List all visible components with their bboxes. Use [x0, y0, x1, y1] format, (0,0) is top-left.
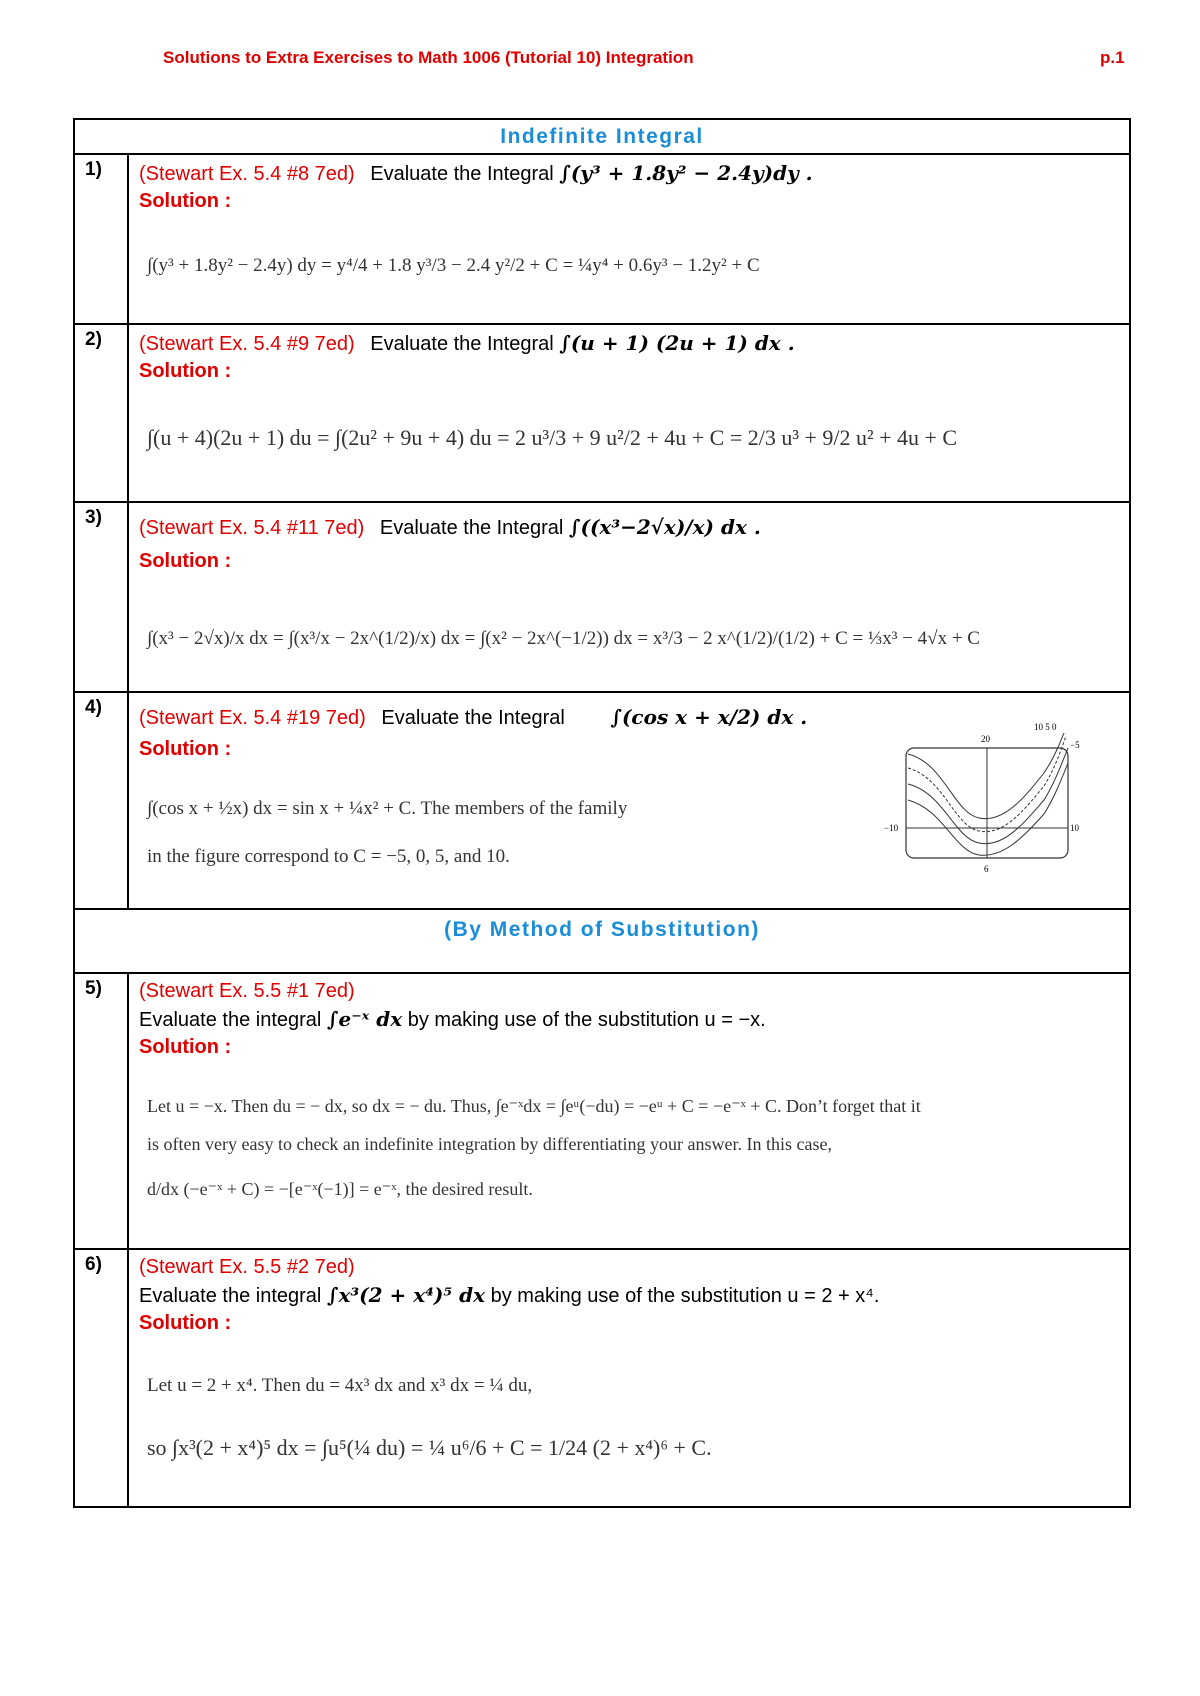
problem-prompt-2: by making use of the substitution u = 2 + x⁴. [490, 1285, 880, 1307]
question-ref-line [139, 980, 1129, 1003]
section-row-substitution [74, 909, 1130, 973]
problem-body-1 [128, 154, 1130, 324]
solution-line-2: so ∫x³(2 + x⁴)⁵ dx = ∫u⁵(¼ du) = ¼ u⁶/6 + C = 1/24 (2 + x⁴)⁶ + C. [147, 1435, 712, 1460]
question-line [139, 161, 1129, 186]
solution-line-2: is often very easy to check an indefinite integration by differentiating your answer. In this case, [147, 1134, 832, 1154]
problem-number: 2) [74, 324, 128, 502]
question-ref-line [139, 1256, 1129, 1279]
graph-label-curves: 10 5 0 [1034, 722, 1057, 732]
problem-reference: (Stewart Ex. 5.5 #2 7ed) [139, 1256, 355, 1278]
problem-number: 6) [74, 1249, 128, 1507]
problem-body-3 [128, 502, 1130, 692]
section-title-indefinite: Indefinite Integral [74, 119, 1130, 154]
answer-line: ∫(y³ + 1.8y² − 2.4y) dy = y⁴/4 + 1.8 y³/3 − 2.4 y²/2 + C = ¼y⁴ + 0.6y³ − 1.2y² + C [147, 255, 760, 276]
section-title-substitution: (By Method of Substitution) [74, 909, 1130, 973]
solution-line-1: Let u = −x. Then du = − dx, so dx = − du. Thus, ∫e⁻ˣdx = ∫eᵘ(−du) = −eᵘ + C = −e⁻ˣ + C. Don’t forget that it [147, 1096, 921, 1116]
page-header-title: Solutions to Extra Exercises to Math 1006 (Tutorial 10) Integration [163, 48, 694, 67]
problem-row-5 [74, 973, 1130, 1249]
problem-row-6 [74, 1249, 1130, 1507]
problem-prompt: Evaluate the Integral [370, 163, 554, 185]
problem-prompt: Evaluate the integral [139, 1009, 322, 1031]
problem-prompt: Evaluate the Integral [370, 333, 554, 355]
question-line [139, 1007, 1129, 1032]
problem-expression: ∫e⁻ˣ dx [326, 1007, 403, 1031]
solution-label: Solution : [139, 1312, 232, 1334]
section-row-indefinite [74, 119, 1130, 154]
problem-prompt: Evaluate the integral [139, 1285, 322, 1307]
solution-label: Solution : [139, 550, 232, 572]
question-line [139, 331, 1129, 356]
graph-label-extra: −5 [1070, 740, 1080, 750]
problem-reference: (Stewart Ex. 5.4 #11 7ed) [139, 517, 365, 539]
question-line [139, 1283, 1129, 1308]
family-of-curves-graph [884, 718, 1084, 878]
problem-reference: (Stewart Ex. 5.4 #9 7ed) [139, 333, 355, 355]
answer-line: in the figure correspond to C = −5, 0, 5, and 10. [147, 846, 510, 867]
problem-reference: (Stewart Ex. 5.5 #1 7ed) [139, 980, 355, 1002]
solution-line-3: d/dx (−e⁻ˣ + C) = −[e⁻ˣ(−1)] = e⁻ˣ, the desired result. [147, 1179, 533, 1199]
problem-body-2 [128, 324, 1130, 502]
answer-line: ∫(x³ − 2√x)/x dx = ∫(x³/x − 2x^(1/2)/x) dx = ∫(x² − 2x^(−1/2)) dx = x³/3 − 2 x^(1/2)/(1/2) + C = ⅓x³ − 4√x + C [147, 628, 980, 649]
solution-label: Solution : [139, 190, 232, 212]
problem-number: 1) [74, 154, 128, 324]
curve-c-10 [908, 763, 1068, 855]
problem-row-3 [74, 502, 1130, 692]
answer-line: ∫(u + 4)(2u + 1) du = ∫(2u² + 9u + 4) du = 2 u³/3 + 9 u²/2 + 4u + C = 2/3 u³ + 9/2 u² + 4u + C [147, 425, 958, 450]
problem-prompt: Evaluate the Integral [381, 707, 565, 729]
problem-row-1 [74, 154, 1130, 324]
solution-label: Solution : [139, 738, 232, 760]
solution-line-1: Let u = 2 + x⁴. Then du = 4x³ dx and x³ dx = ¼ du, [147, 1375, 533, 1396]
graph-label-right: 10 [1070, 823, 1079, 833]
graph-label-bottom: 6 [984, 864, 989, 874]
problem-number: 5) [74, 973, 128, 1249]
problem-number: 3) [74, 502, 128, 692]
curve-c-minus-5 [908, 733, 1064, 819]
problem-body-4 [128, 692, 1130, 909]
problem-row-4 [74, 692, 1130, 909]
question-line [139, 515, 1129, 540]
graph-label-left: −10 [884, 823, 899, 833]
solution-label: Solution : [139, 360, 232, 382]
problem-expression: ∫((x³−2√x)/x) dx . [568, 515, 761, 539]
problem-expression: ∫(u + 1) (2u + 1) dx . [559, 331, 795, 355]
problem-body-6 [128, 1249, 1130, 1507]
curve-c-5 [908, 748, 1068, 844]
problem-expression: ∫(y³ + 1.8y² − 2.4y)dy . [559, 161, 813, 185]
page-number: p.1 [1100, 48, 1125, 67]
problem-reference: (Stewart Ex. 5.4 #8 7ed) [139, 163, 355, 185]
solution-label: Solution : [139, 1036, 232, 1058]
problem-expression: ∫x³(2 + x⁴)⁵ dx [326, 1283, 486, 1307]
graph-label-top: 20 [981, 734, 990, 744]
problem-row-2 [74, 324, 1130, 502]
problem-expression: ∫(cos x + x/2) dx . [610, 705, 808, 729]
problem-number: 4) [74, 692, 128, 909]
answer-line: ∫(cos x + ½x) dx = sin x + ¼x² + C. The members of the family [147, 798, 628, 819]
problem-body-5 [128, 973, 1130, 1249]
problem-prompt-2: by making use of the substitution u = −x. [407, 1009, 766, 1031]
solutions-table [73, 118, 1131, 1508]
problem-prompt: Evaluate the Integral [379, 517, 564, 539]
problem-reference: (Stewart Ex. 5.4 #19 7ed) [139, 707, 366, 729]
